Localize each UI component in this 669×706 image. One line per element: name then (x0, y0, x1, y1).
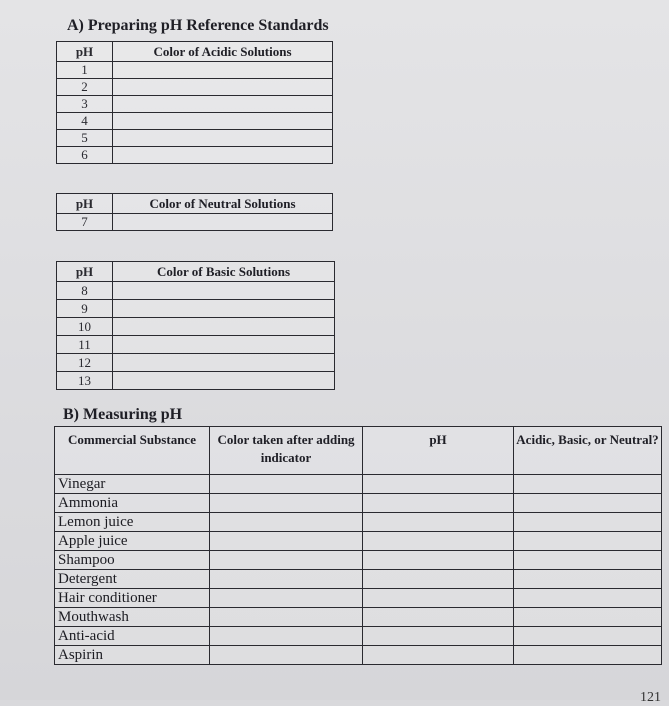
ph-value: 8 (57, 282, 113, 300)
color-cell[interactable] (113, 372, 335, 390)
ph-value: 7 (57, 214, 113, 231)
substance-name: Vinegar (55, 475, 210, 494)
ph-cell[interactable] (363, 551, 514, 570)
type-cell[interactable] (514, 532, 662, 551)
measuring-ph-table (54, 426, 662, 665)
type-cell[interactable] (514, 513, 662, 532)
color-cell[interactable] (210, 475, 363, 494)
color-cell[interactable] (113, 62, 333, 79)
type-cell[interactable] (514, 608, 662, 627)
ph-value: 5 (57, 130, 113, 147)
ph-cell[interactable] (363, 494, 514, 513)
substance-name: Mouthwash (55, 608, 210, 627)
type-header: Acidic, Basic, or Neutral? (514, 427, 662, 475)
type-cell[interactable] (514, 494, 662, 513)
ph-value: 3 (57, 96, 113, 113)
color-cell[interactable] (113, 336, 335, 354)
color-cell[interactable] (210, 494, 363, 513)
substance-name: Apple juice (55, 532, 210, 551)
color-cell[interactable] (113, 282, 335, 300)
ph-cell[interactable] (363, 570, 514, 589)
type-cell[interactable] (514, 646, 662, 665)
color-header: Color taken after adding indicator (210, 427, 363, 475)
type-cell[interactable] (514, 570, 662, 589)
color-cell[interactable] (210, 532, 363, 551)
color-cell[interactable] (113, 354, 335, 372)
substance-header: Commercial Substance (55, 427, 210, 475)
type-cell[interactable] (514, 551, 662, 570)
color-cell[interactable] (210, 646, 363, 665)
type-cell[interactable] (514, 475, 662, 494)
acidic-standards-table (56, 41, 333, 164)
neutral-ph-header: pH (57, 194, 113, 214)
ph-value: 6 (57, 147, 113, 164)
section-a-title: A) Preparing pH Reference Standards (67, 17, 329, 34)
ph-value: 11 (57, 336, 113, 354)
color-cell[interactable] (113, 130, 333, 147)
section-b-title: B) Measuring pH (63, 406, 183, 423)
acidic-color-header: Color of Acidic Solutions (113, 42, 333, 62)
ph-value: 13 (57, 372, 113, 390)
ph-header: pH (363, 427, 514, 475)
ph-value: 10 (57, 318, 113, 336)
ph-cell[interactable] (363, 513, 514, 532)
color-cell[interactable] (113, 147, 333, 164)
color-cell[interactable] (113, 113, 333, 130)
color-cell[interactable] (210, 627, 363, 646)
ph-cell[interactable] (363, 627, 514, 646)
color-cell[interactable] (210, 608, 363, 627)
ph-cell[interactable] (363, 475, 514, 494)
type-cell[interactable] (514, 589, 662, 608)
ph-value: 4 (57, 113, 113, 130)
neutral-color-header: Color of Neutral Solutions (113, 194, 333, 214)
ph-cell[interactable] (363, 608, 514, 627)
color-cell[interactable] (113, 300, 335, 318)
substance-name: Aspirin (55, 646, 210, 665)
color-cell[interactable] (210, 551, 363, 570)
substance-name: Hair conditioner (55, 589, 210, 608)
neutral-standards-table (56, 193, 333, 231)
basic-ph-header: pH (57, 262, 113, 282)
color-cell[interactable] (113, 79, 333, 96)
ph-cell[interactable] (363, 646, 514, 665)
ph-value: 1 (57, 62, 113, 79)
color-cell[interactable] (210, 513, 363, 532)
ph-cell[interactable] (363, 589, 514, 608)
substance-name: Shampoo (55, 551, 210, 570)
color-cell[interactable] (113, 318, 335, 336)
substance-name: Anti-acid (55, 627, 210, 646)
ph-cell[interactable] (363, 532, 514, 551)
color-cell[interactable] (113, 214, 333, 231)
ph-value: 9 (57, 300, 113, 318)
color-cell[interactable] (210, 589, 363, 608)
substance-name: Lemon juice (55, 513, 210, 532)
color-cell[interactable] (210, 570, 363, 589)
page-number: 121 (640, 690, 661, 705)
basic-color-header: Color of Basic Solutions (113, 262, 335, 282)
type-cell[interactable] (514, 627, 662, 646)
substance-name: Detergent (55, 570, 210, 589)
basic-standards-table (56, 261, 335, 390)
ph-value: 12 (57, 354, 113, 372)
substance-name: Ammonia (55, 494, 210, 513)
acidic-ph-header: pH (57, 42, 113, 62)
color-cell[interactable] (113, 96, 333, 113)
ph-value: 2 (57, 79, 113, 96)
